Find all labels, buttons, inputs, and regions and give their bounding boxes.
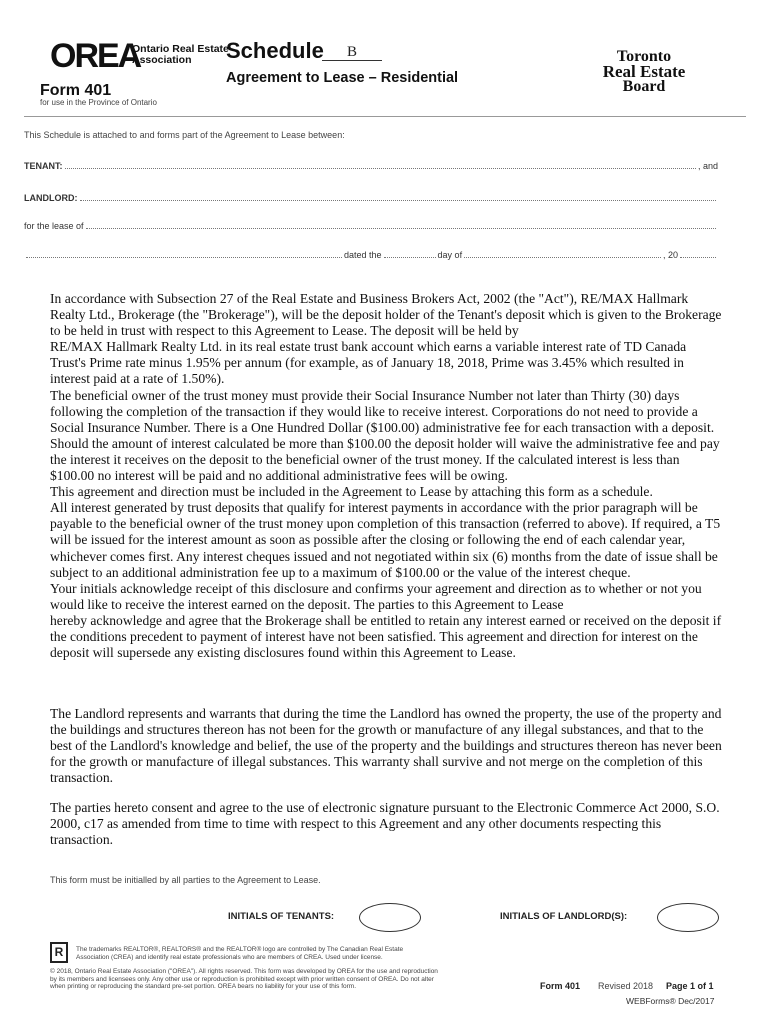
deposit-clause (50, 291, 722, 661)
landlord-warranty-clause (50, 706, 722, 786)
day-of-label: day of (437, 250, 463, 260)
province-note: for use in the Province of Ontario (40, 98, 157, 107)
paragraph-brokerage-retain: hereby acknowledge and agree that the Brokerage shall be entitled to retain any interest earned or received on the deposit if the conditions precedent to payment of interest have not been satisfied. This agreement and direction for interest on the deposit will supersede any existing disclosures found within this Agreement to Lease. (50, 612, 722, 661)
copyright-line3: when printing or reproducing the standard pre-set portion. OREA bears no liability for your use of this form. (50, 983, 357, 990)
toronto-real-estate-board-logo (600, 49, 688, 94)
paragraph-landlord-warranty: The Landlord represents and warrants that during the time the Landlord has owned the property, the use of the property and the buildings and structures thereon has not been for the growth or manufacture of any illegal substances, and that to the best of the Landlord's knowledge and belief, the use of the property and the buildings and structures thereon has never been for the growth or manufacture of illegal substances. This warranty shall survive and not merge on the completion of this transaction. (50, 706, 722, 786)
day-input[interactable] (384, 249, 436, 258)
landlord-label: LANDLORD: (24, 193, 78, 203)
copyright-notice (50, 968, 438, 991)
association-line2: Association (132, 54, 192, 66)
association-name (132, 44, 229, 66)
form-id: Form 401 (40, 82, 112, 99)
footer-page-number: Page 1 of 1 (666, 981, 714, 991)
lease-label: for the lease of (24, 221, 84, 231)
year-input[interactable] (680, 249, 716, 258)
paragraph-deposit-holder: In accordance with Subsection 27 of the Real Estate and Business Brokers Act, 2002 (the "Act"), RE/MAX Hallmark Realty Ltd., Brokerage (the "Brokerage"), will be the deposit holder of the Tenant's deposit which is given to the Brokerage to be held in trust with respect to this Agreement to Lease. The deposit will be held by (50, 291, 722, 339)
copyright-line1: © 2018, Ontario Real Estate Association ("OREA"). All rights reserved. This form was developed by OREA for the use and reproduction (50, 968, 438, 975)
trademark-line2: Association (CREA) and identify real estate professionals who are members of CREA. Used under license. (76, 953, 383, 961)
board-line3: Board (622, 78, 666, 95)
tenants-initials-label: INITIALS OF TENANTS: (228, 911, 335, 922)
paragraph-electronic-signature: The parties hereto consent and agree to the use of electronic signature pursuant to the Electronic Commerce Act 2000, S.O. 2000, c17 as amended from time to time with respect to this Agreement and any other documents respecting this transaction. (50, 800, 720, 848)
lease-input[interactable] (86, 220, 716, 229)
initials-note: This form must be initialled by all parties to the Agreement to Lease. (50, 875, 321, 885)
realtor-logo: R (50, 942, 68, 963)
dated-field-row (24, 249, 718, 260)
schedule-letter-field[interactable]: B (322, 44, 382, 61)
form-subtitle: Agreement to Lease – Residential (226, 70, 459, 86)
paragraph-interest-payable: All interest generated by trust deposits that qualify for interest payments in accordance with the prior paragraph will be payable to the beneficial owner of the trust money upon completion of this transaction (referred to above). If required, a T5 will be issued for the interest amount as soon as possible after the closing or following the end of each calendar year, whichever comes first. Any interest cheques issued and not negotiated within six (6) months from the date of issue shall be subject to an additional administration fee up to a maximum of $100.00 or the value of the interest cheque. (50, 500, 721, 580)
copyright-line2: by its members and licensees only. Any other use or reproduction is prohibited except with prior written consent of OREA. Do not alter (50, 975, 434, 983)
trademark-notice (76, 946, 403, 961)
footer-webforms: WEBForms® Dec/2017 (626, 996, 715, 1006)
board-line2: Real Estate (602, 62, 686, 81)
landlords-initials-field[interactable] (657, 903, 719, 932)
lease-field-row (24, 220, 718, 231)
landlords-initials-label: INITIALS OF LANDLORD(S): (500, 911, 628, 922)
lease-address-continued-input[interactable] (26, 249, 342, 258)
year-label: , 20 (662, 250, 678, 260)
dated-label: dated the (344, 250, 382, 260)
landlord-field-row (24, 192, 718, 203)
association-line1: Ontario Real Estate (132, 43, 229, 55)
tenant-label: TENANT: (24, 161, 63, 171)
footer-form-id: Form 401 (540, 981, 581, 991)
trademark-line1: The trademarks REALTOR®, REALTORS® and the REALTOR® logo are controlled by The Canadian Real Estate (76, 946, 404, 953)
orea-logo: OREA (50, 37, 141, 75)
paragraph-initials-acknowledge: Your initials acknowledge receipt of this disclosure and confirms your agreement and direction as to whether or not you would like to receive the interest earned on the deposit. The parties to this Agreement to Lease (50, 580, 702, 612)
board-line1: Toronto (616, 48, 672, 65)
tenant-field-row (24, 160, 718, 171)
tenant-input[interactable] (65, 160, 696, 169)
paragraph-interest-rate: RE/MAX Hallmark Realty Ltd. in its real estate trust bank account which earns a variable interest rate of TD Canada Trust's Prime rate minus 1.95% per annum (for example, as of January 18, 2018, Prime was 3.45% which resulted in interest paid at a rate of 1.50%). (50, 339, 687, 387)
month-input[interactable] (464, 249, 661, 258)
landlord-input[interactable] (80, 192, 717, 201)
paragraph-schedule-inclusion: This agreement and direction must be included in the Agreement to Lease by attaching this form as a schedule. (50, 484, 653, 500)
header-divider (24, 116, 746, 117)
tenant-and-text: , and (697, 161, 718, 171)
tenants-initials-field[interactable] (359, 903, 421, 932)
paragraph-sin-requirement: The beneficial owner of the trust money must provide their Social Insurance Number not later than Thirty (30) days following the completion of the transaction if they would like to receive interest. Corporations do not need to provide a Social Insurance Number. There is a One Hundred Dollar ($100.00) administrative fee for each transaction with a deposit. Should the amount of interest calculated be more than $100.00 the deposit holder will waive the administrative fee and pay the interest it receives on the deposit to the beneficial owner of the trust money. If the calculated interest is less than $100.00 no interest will be paid and no additional administrative fees will be owing. (50, 387, 720, 484)
electronic-signature-clause (50, 800, 722, 848)
intro-text: This Schedule is attached to and forms part of the Agreement to Lease between: (24, 130, 345, 140)
schedule-title: Schedule (226, 38, 324, 63)
footer-revised: Revised 2018 (598, 981, 654, 991)
